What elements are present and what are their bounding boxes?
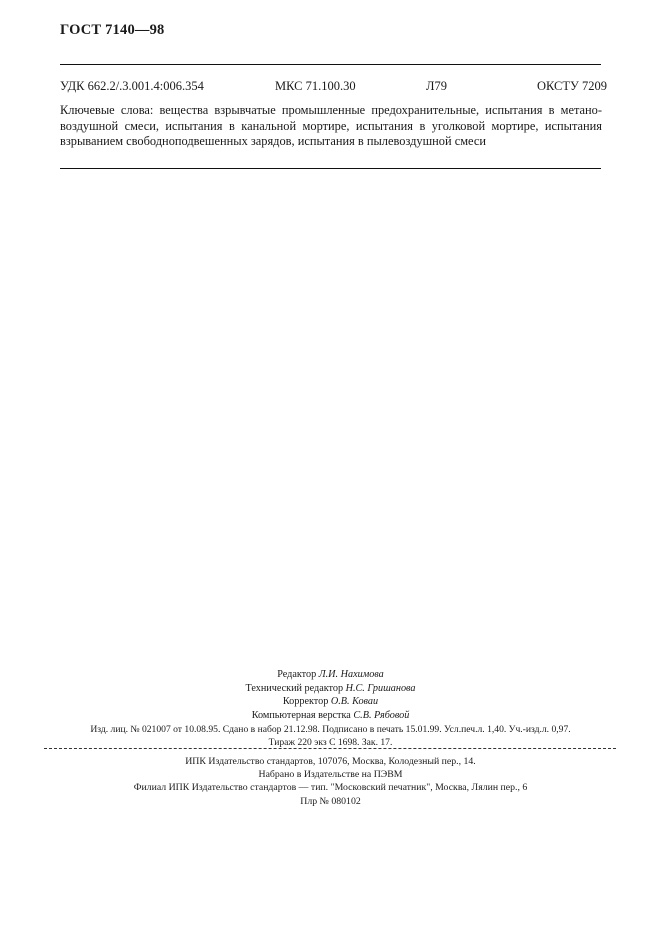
classification-codes xyxy=(60,79,608,95)
publisher-block xyxy=(0,755,661,808)
dashed-divider xyxy=(44,748,616,749)
mks-code: МКС 71.100.30 xyxy=(275,79,356,93)
imprint-line-2: Тираж 220 экз С 1698. Зак. 17. xyxy=(268,737,393,748)
publisher-line-3: Филиал ИПК Издательство стандартов — тип. "Московский печатник", Москва, Лялин пер., 6 xyxy=(133,782,528,794)
keywords-paragraph: Ключевые слова: вещества взрывчатые промышленные предохранительные, испытания в метано-воздушной смеси, испытания в канальной мортире, испытания в уголковой мортире, испытания взрыванием свободноподвешенных зарядов, испытания в пылевоздушной смеси xyxy=(60,103,602,149)
imprint-block xyxy=(0,723,661,749)
publisher-line-2: Набрано в Издательстве на ПЭВМ xyxy=(258,769,403,781)
technical-editor-line: Технический редактор Н.С. Гришанова xyxy=(245,682,416,694)
page-title: ГОСТ 7140—98 xyxy=(60,22,165,38)
category-code: Л79 xyxy=(426,79,447,93)
proofreader-line: Корректор О.В. Коваи xyxy=(282,696,379,707)
udk-code: УДК 662.2/.3.001.4:006.354 xyxy=(60,79,204,93)
imprint-line-1: Изд. лиц. № 021007 от 10.08.95. Сдано в набор 21.12.98. Подписано в печать 15.01.99. Усл.печ.л. 1,40. Уч.-изд.л. 0,97. xyxy=(90,724,571,735)
divider-bottom xyxy=(60,168,601,169)
oksty-code: ОКСТУ 7209 xyxy=(537,79,608,93)
colophon-block xyxy=(0,668,661,722)
divider-top xyxy=(60,64,601,65)
editor-line: Редактор Л.И. Нахимова xyxy=(277,669,384,680)
publisher-line-1: ИПК Издательство стандартов, 107076, Москва, Колодезный пер., 14. xyxy=(185,756,476,767)
publisher-line-4: Плр № 080102 xyxy=(300,795,361,807)
layout-line: Компьютерная верстка С.В. Рябовой xyxy=(251,709,410,721)
